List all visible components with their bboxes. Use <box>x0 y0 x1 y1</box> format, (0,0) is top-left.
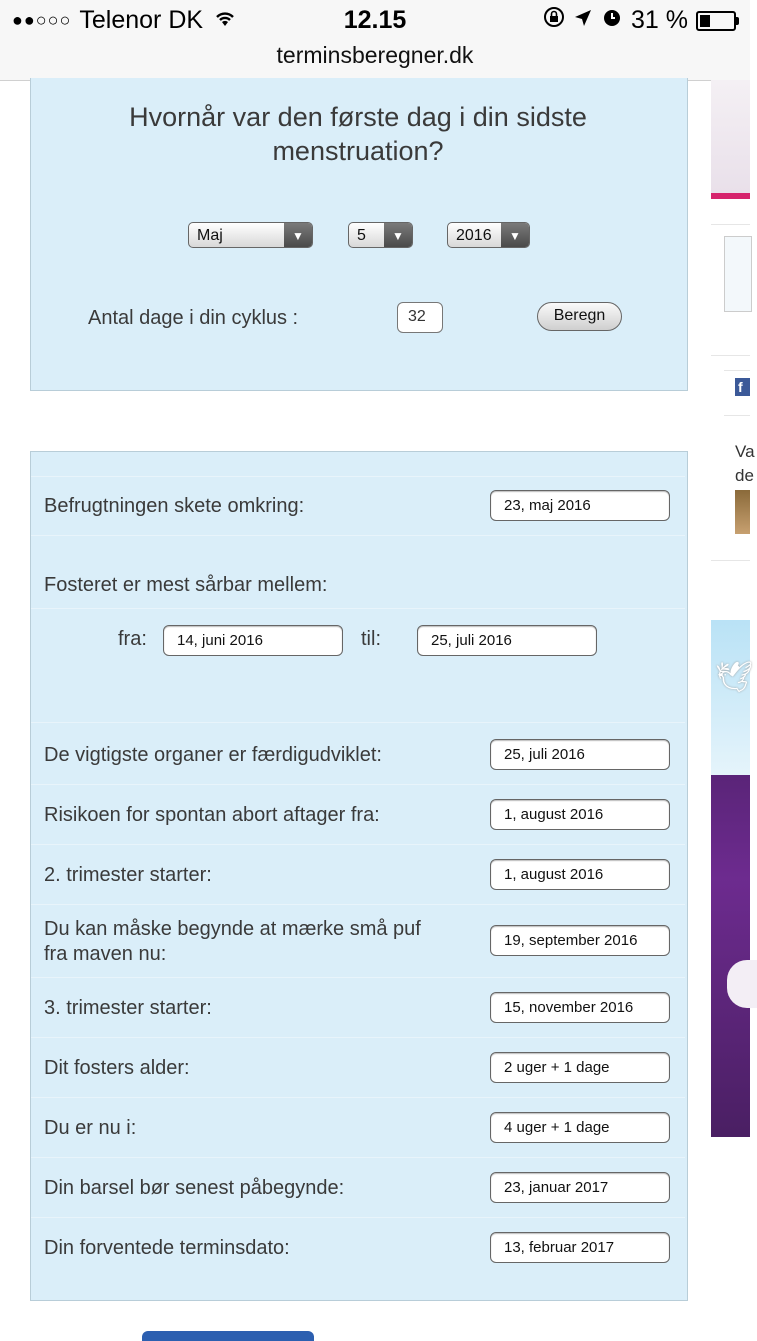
cycle-length-input[interactable]: 32 <box>397 302 443 333</box>
battery-icon <box>696 11 736 31</box>
row-divider <box>31 1097 685 1098</box>
sidebar-divider <box>711 560 750 561</box>
second-trimester-label: 2. trimester starter: <box>44 864 212 886</box>
address-bar-url[interactable]: terminsberegner.dk <box>276 42 474 68</box>
avatar[interactable] <box>735 490 750 534</box>
month-select-value: Maj <box>197 227 223 244</box>
organs-date-field[interactable]: 25, juli 2016 <box>490 739 670 770</box>
year-select-value: 2016 <box>456 227 492 244</box>
sidebar-post-text-line1: Va <box>735 442 755 461</box>
bottom-button-edge[interactable] <box>142 1331 314 1341</box>
signal-strength-icon: ●●○○○ <box>12 10 72 30</box>
question-heading: Hvornår var den første dag i din sidste menstruation? <box>129 102 587 166</box>
kicks-label-line2: fra maven nu: <box>44 943 167 965</box>
conception-date-field[interactable]: 23, maj 2016 <box>490 490 670 521</box>
row-divider <box>31 608 685 609</box>
current-week-label: Du er nu i: <box>44 1117 137 1139</box>
miscarriage-risk-date-field[interactable]: 1, august 2016 <box>490 799 670 830</box>
row-divider <box>31 1157 685 1158</box>
row-divider <box>31 977 685 978</box>
sidebar-post-text <box>735 440 755 488</box>
sidebar-ad-banner-bottom[interactable] <box>711 620 750 1137</box>
carrier-name: Telenor DK <box>79 6 204 34</box>
day-select-value: 5 <box>357 227 366 244</box>
vulnerable-to-date-field[interactable]: 25, juli 2016 <box>417 625 597 656</box>
year-select[interactable] <box>447 222 530 248</box>
row-divider <box>31 904 685 905</box>
row-divider <box>31 1037 685 1038</box>
due-date-field[interactable]: 13, februar 2017 <box>490 1232 670 1263</box>
conception-label: Befrugtningen skete omkring: <box>44 495 305 517</box>
rotation-lock-icon <box>543 6 565 35</box>
to-label: til: <box>361 628 381 650</box>
cycle-length-label: Antal dage i din cyklus : <box>88 307 299 329</box>
dropdown-arrow-icon: ▼ <box>284 223 312 247</box>
alarm-icon <box>601 6 623 35</box>
row-divider <box>31 722 685 723</box>
kicks-date-field[interactable]: 19, september 2016 <box>490 925 670 956</box>
sidebar-divider <box>724 415 750 416</box>
organs-label: De vigtigste organer er færdigudviklet: <box>44 744 382 766</box>
row-divider <box>31 784 685 785</box>
second-trimester-date-field[interactable]: 1, august 2016 <box>490 859 670 890</box>
sidebar-divider <box>724 370 750 371</box>
ad-cloud-shape <box>727 960 757 1008</box>
row-divider <box>31 476 685 477</box>
row-divider <box>31 1217 685 1218</box>
sidebar-ad-banner-top[interactable] <box>711 80 750 199</box>
fetus-age-label: Dit fosters alder: <box>44 1057 190 1079</box>
facebook-icon[interactable]: f <box>735 378 750 396</box>
month-select[interactable] <box>188 222 313 248</box>
location-arrow-icon <box>573 6 593 35</box>
calculate-button[interactable]: Beregn <box>537 302 622 331</box>
maternity-leave-date-field[interactable]: 23, januar 2017 <box>490 1172 670 1203</box>
dropdown-arrow-icon: ▼ <box>384 223 412 247</box>
sidebar-divider <box>711 224 750 225</box>
miscarriage-risk-label: Risikoen for spontan abort aftager fra: <box>44 804 380 826</box>
due-date-label: Din forventede terminsdato: <box>44 1237 290 1259</box>
sidebar-logo-image[interactable] <box>724 236 752 312</box>
row-divider <box>31 535 685 536</box>
fetus-age-field[interactable]: 2 uger + 1 dage <box>490 1052 670 1083</box>
clock: 12.15 <box>343 6 407 34</box>
current-week-field[interactable]: 4 uger + 1 dage <box>490 1112 670 1143</box>
vulnerable-from-date-field[interactable]: 14, juni 2016 <box>163 625 343 656</box>
vulnerable-period-label: Fosteret er mest sårbar mellem: <box>44 574 328 596</box>
maternity-leave-label: Din barsel bør senest påbegynde: <box>44 1177 345 1199</box>
dropdown-arrow-icon: ▼ <box>501 223 529 247</box>
sidebar-post-text-line2: de <box>735 466 754 485</box>
stork-icon: 🕊 <box>715 661 754 694</box>
ad-sky-background <box>711 620 750 775</box>
third-trimester-date-field[interactable]: 15, november 2016 <box>490 992 670 1023</box>
row-divider <box>31 844 685 845</box>
sidebar-divider <box>711 355 750 356</box>
browser-status-bar <box>0 0 750 81</box>
status-icons <box>543 6 736 35</box>
from-label: fra: <box>118 628 147 650</box>
kicks-label-line1: Du kan måske begynde at mærke små puf <box>44 918 421 940</box>
day-select[interactable] <box>348 222 413 248</box>
third-trimester-label: 3. trimester starter: <box>44 997 212 1019</box>
battery-percentage: 31 % <box>631 6 688 34</box>
